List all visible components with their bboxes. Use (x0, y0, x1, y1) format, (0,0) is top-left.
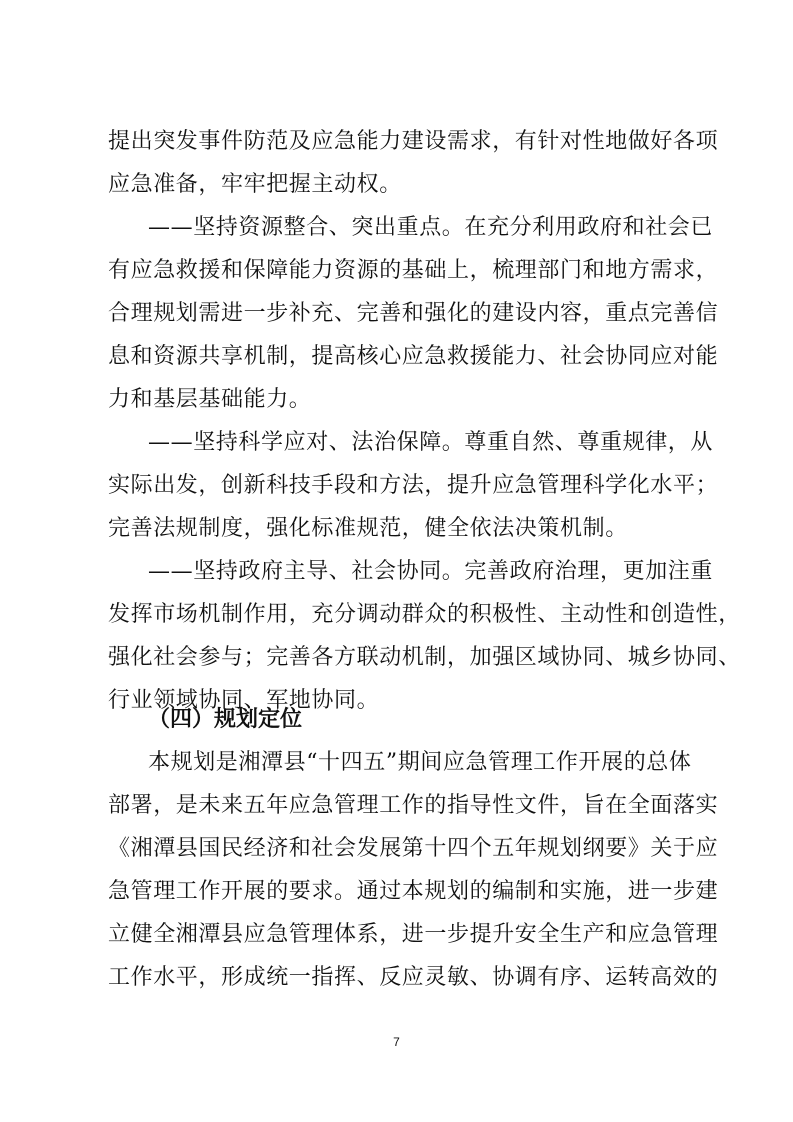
text-line: 立健全湘潭县应急管理体系，进一步提升安全生产和应急管理 (108, 922, 719, 947)
text-line: 发挥市场机制作用，充分调动群众的积极性、主动性和创造性， (108, 602, 741, 627)
text-line: 急管理工作开展的要求。通过本规划的编制和实施，进一步建 (108, 879, 719, 904)
text-line: 强化社会参与；完善各方联动机制，加强区域协同、城乡协同、 (108, 645, 741, 670)
text-line: 合理规划需进一步补充、完善和强化的建设内容，重点完善信 (108, 301, 719, 326)
section-heading: （四）规划定位 (148, 707, 303, 732)
text-line: ——坚持资源整合、突出重点。在充分利用政府和社会已 (148, 215, 714, 240)
text-line: 本规划是湘潭县“十四五”期间应急管理工作开展的总体 (148, 750, 692, 775)
text-line: 有应急救援和保障能力资源的基础上，梳理部门和地方需求， (108, 258, 719, 283)
text-line: ——坚持科学应对、法治保障。尊重自然、尊重规律，从 (148, 430, 714, 455)
text-line: ——坚持政府主导、社会协同。完善政府治理，更加注重 (148, 559, 714, 584)
text-line: 实际出发，创新科技手段和方法，提升应急管理科学化水平； (108, 473, 719, 498)
text-line: 完善法规制度，强化标准规范，健全依法决策机制。 (108, 516, 628, 541)
text-line: 应急准备，牢牢把握主动权。 (108, 172, 402, 197)
text-line: 提出突发事件防范及应急能力建设需求，有针对性地做好各项 (108, 129, 719, 154)
text-line: 行业领域协同、军地协同。 (108, 688, 380, 713)
text-line: 《湘潭县国民经济和社会发展第十四个五年规划纲要》关于应 (108, 836, 719, 861)
page-number: 7 (393, 1035, 400, 1049)
text-line: 力和基层基础能力。 (108, 387, 312, 412)
text-line: 息和资源共享机制，提高核心应急救援能力、社会协同应对能 (108, 344, 719, 369)
text-line: 部署，是未来五年应急管理工作的指导性文件，旨在全面落实 (108, 793, 719, 818)
text-line: 工作水平，形成统一指挥、反应灵敏、协调有序、运转高效的 (108, 965, 719, 990)
